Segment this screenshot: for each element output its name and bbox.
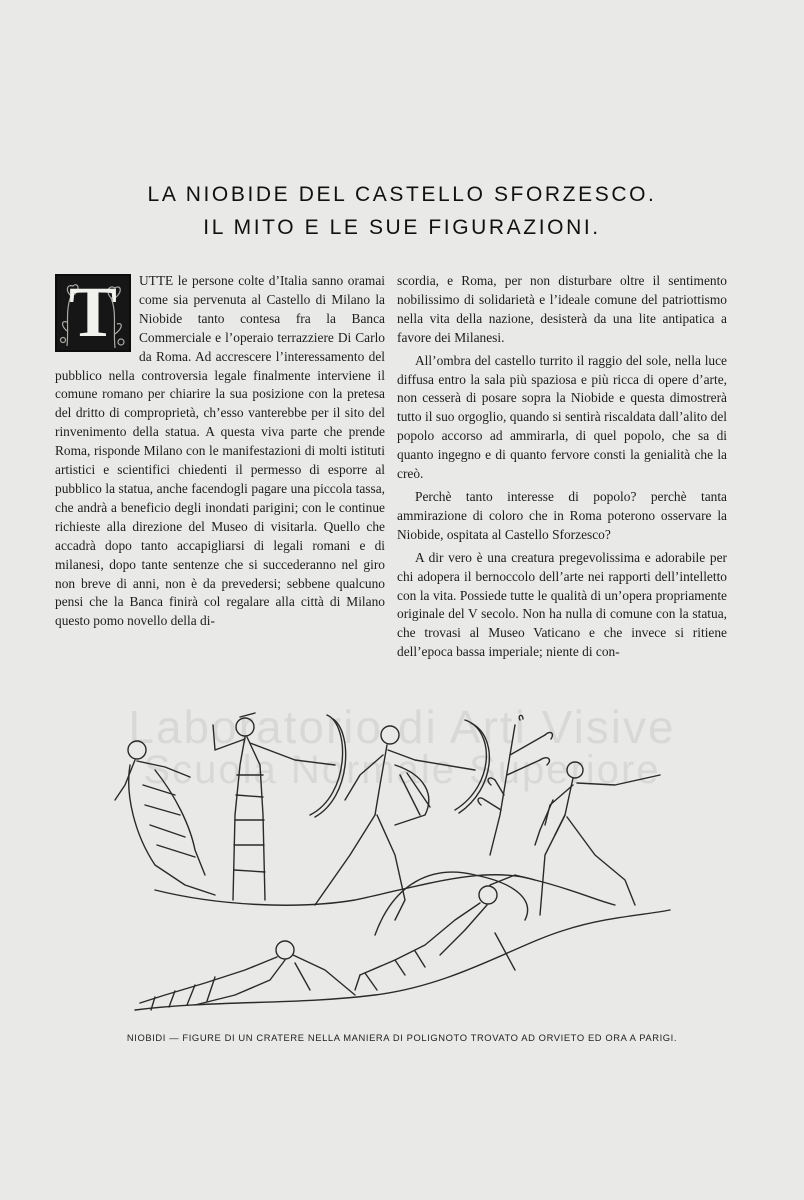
running-niobid-figure [535,762,660,915]
artemis-figure [213,713,346,900]
right-paragraph-2: All’ombra del castello turrito il raggio del sole, nella luce diffusa entro la sala più spaziosa e più ricca di opere d’arte, non cesserà di posare sopra la Niobide e questa dimostrerà tutto il suo orgoglio, quando si sentirà riscaldata dall’alito del popolo accorso ad ammirarla, di quel popolo, che sa di quanto ingegno e di quanto fervore consti la genialità che la creò. [397,352,727,482]
article-title-line-2: IL MITO E LE SUE FIGURAZIONI. [203,216,601,239]
apollo-figure [315,720,489,920]
niobid-krater-illustration [95,705,695,1025]
artemis-bow [310,715,343,815]
watermark-line-1: Laboratorio di Arti Visive [128,701,676,753]
right-paragraph-1: scordia, e Roma, per non disturbare oltre il sentimento nobilissimo di solidarietà e l’ideale comune del patriottismo nella vita della nazione, desisterà da una lite antipatica a favore dei Milanesi. [397,273,727,345]
right-column [397,272,727,662]
apollo-cloak [395,765,429,825]
left-column-text: UTTE le persone colte d’Italia sanno oramai come sia pervenuta al Castello di Milano la Niobide tanto contesa fra la Banca Commerciale e l’operaio terrazziere Di Carlo da Roma. Ad accrescere l’interessamento del pubblico nella controversia legale finalmente interviene il comune romano per chiarire la sua posizione con la pretesa del dritto di comproprietà, ch’esso vanterebbe per il sito del rinvenimento della statua. A questa viva parte che prende Roma, risponde Milano con le manifestazioni di molti istituti artistici e scientifici chiedenti il permesso di esporre al pubblico la statua, anche facendogli pagare una piccola tassa, che andrà a beneficio degli inondati parigini; con le continue richieste alla direzione del Museo di visitarla. Quello che accadrà dopo tanto accapigliarsi di legali romani e di milanesi, dopo tante sentenze che si succederanno nel giro non breve di anni, non è da prevedersi; sebbene qualcuno pensi che la Banca finirà col regalare alla città di Milano questo pomo novello della di- [55,273,385,629]
fleeing-woman-figure [115,741,215,895]
rock-outline [375,872,528,935]
left-paragraph [55,272,385,631]
figure-caption: NIOBIDI — FIGURE DI UN CRATERE NELLA MANIERA DI POLIGNOTO TROVATO AD ORVIETO ED ORA A PARIGI. [126,1032,678,1043]
left-column [55,272,385,631]
drop-cap [55,274,131,352]
fallen-niobid-figure [355,875,535,990]
drop-cap-letter: T [68,272,118,352]
ground-line-upper [155,875,615,906]
right-paragraph-4: A dir vero è una creatura pregevolissima e adorabile per chi adopera il bernoccolo dell’arte nei rapporti dell’intelletto con la vita. Possiede tutte le qualità di un’opera propriamente originale del V secolo. Non ha nulla di comune con la statua, che trovasi al Museo Vaticano e che invece si ritiene dell’epoca bassa imperiale; niente di con- [397,549,727,660]
right-paragraph-3: Perchè tanto interesse di popolo? perchè tanta ammirazione di coloro che in Roma poterono osservare la Niobide, ospitata al Castello Sforzesco? [397,488,727,542]
apollo-bow [455,720,486,810]
tree [478,715,552,855]
ground-line-lower [135,910,670,1010]
watermark-line-2: Scuola Normale Superiore [143,748,661,792]
article-title-line-1: LA NIOBIDE DEL CASTELLO SFORZESCO. [147,183,657,206]
